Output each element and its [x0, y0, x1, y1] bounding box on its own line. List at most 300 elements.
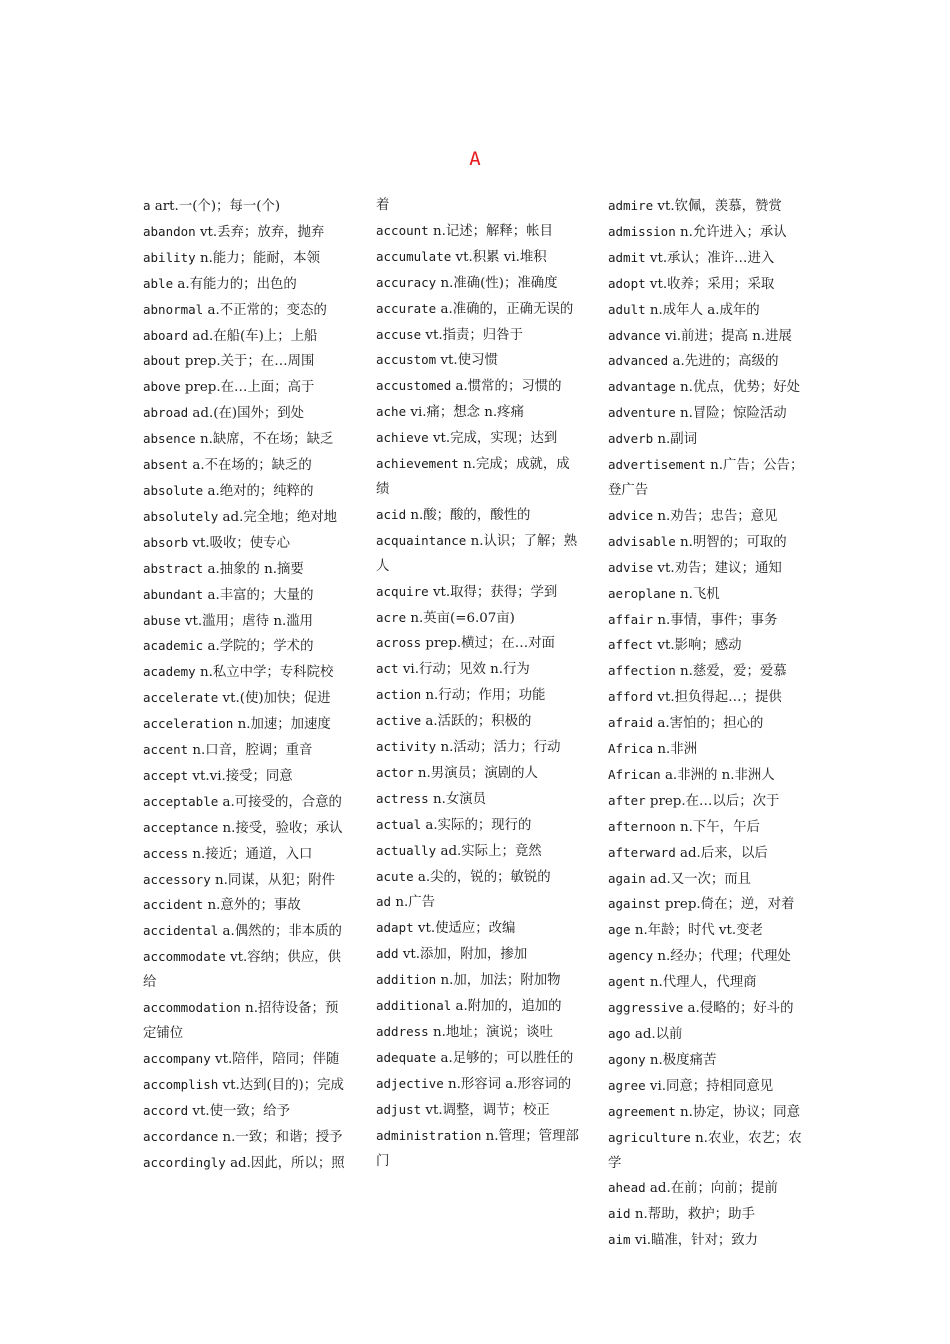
vocab-word: accustomed	[376, 378, 452, 394]
vocab-word: action	[376, 687, 422, 703]
vocab-definition: ad.因此，所以；照	[230, 1155, 345, 1171]
vocab-definition: a.学院的；学术的	[207, 639, 314, 655]
vocab-entry	[143, 738, 348, 764]
vocab-word: affair	[608, 611, 654, 627]
vocab-definition: vt.添加，附加，掺加	[402, 947, 528, 963]
vocab-definition: vt.(使)加快；促进	[222, 691, 331, 707]
vocab-definition: n.认识；了解；熟人	[376, 533, 578, 574]
vocab-word: actual	[376, 816, 422, 832]
vocab-definition: ad.后来，以后	[680, 845, 768, 861]
vocab-entry	[608, 349, 813, 375]
vocab-definition: vt.vi.接受；同意	[192, 768, 293, 784]
vocab-entry	[608, 815, 813, 841]
vocab-definition: prep.关于；在…周围	[184, 354, 315, 370]
vocab-word: abnormal	[143, 301, 204, 317]
vocab-definition: n.同谋，从犯；附件	[215, 872, 336, 888]
vocab-entry	[376, 813, 581, 839]
vocab-word: acceleration	[143, 716, 234, 732]
vocab-entry	[608, 711, 813, 737]
vocab-entry	[608, 453, 813, 504]
vocab-entry	[608, 298, 813, 324]
vocab-definition: n.协定，协议；同意	[680, 1104, 801, 1120]
vocab-definition: ad.(在)国外；到处	[192, 406, 305, 422]
vocab-definition: vt.指责；归咎于	[425, 327, 523, 343]
vocab-entry	[376, 916, 581, 942]
vocab-definition: a.实际的；现行的	[425, 817, 532, 833]
vocab-word: aeroplane	[608, 585, 676, 601]
vocab-entry	[376, 271, 581, 297]
vocab-entry	[376, 529, 581, 580]
vocab-entry	[608, 1074, 813, 1100]
vocab-definition: a.惯常的；习惯的	[455, 379, 562, 395]
vocab-definition: ad.在前；向前；提前	[649, 1181, 778, 1197]
vocab-entry	[143, 272, 348, 298]
vocab-definition: n.慈爱，爱；爱慕	[680, 664, 787, 680]
vocab-word: accurate	[376, 300, 437, 316]
vocab-entry	[608, 892, 813, 918]
vocab-entry	[143, 945, 348, 996]
vocab-entry	[376, 761, 581, 787]
vocab-word: achieve	[376, 430, 429, 446]
vocab-entry	[143, 194, 348, 220]
vocab-definition: a.绝对的；纯粹的	[207, 483, 314, 499]
vocab-word: abundant	[143, 586, 204, 602]
vocab-definition: a.附加的，追加的	[455, 999, 562, 1015]
vocab-word: adopt	[608, 275, 646, 291]
vocab-word: accomplish	[143, 1076, 219, 1092]
vocab-word: agreement	[608, 1103, 676, 1119]
vocab-word: afford	[608, 689, 654, 705]
vocab-definition: vt.完成，实现；达到	[432, 431, 558, 447]
vocab-word: access	[143, 845, 189, 861]
vocab-word: academic	[143, 638, 204, 654]
vocab-entry	[376, 348, 581, 374]
vocab-word: adult	[608, 301, 646, 317]
vocab-definition: vt.担负得起…；提供	[657, 690, 782, 706]
vocab-entry	[608, 1100, 813, 1126]
vocab-word: accept	[143, 767, 189, 783]
vocab-entry	[376, 245, 581, 271]
vocab-word: able	[143, 275, 174, 291]
vocab-entry	[376, 606, 581, 632]
vocab-definition: n.非洲	[657, 742, 698, 758]
vocab-entry	[376, 1072, 581, 1098]
vocab-entry	[608, 220, 813, 246]
vocab-word: abuse	[143, 612, 181, 628]
vocab-definition: n.冒险；惊险活动	[680, 406, 787, 422]
vocab-word: acceptable	[143, 793, 219, 809]
vocab-definition: a.丰富的；大量的	[207, 587, 314, 603]
vocab-word: accident	[143, 897, 204, 913]
vocab-definition: a.有能力的；出色的	[177, 276, 297, 292]
vocab-entry	[376, 426, 581, 452]
vocab-definition: a.不在场的；缺乏的	[192, 458, 312, 474]
vocab-definition: n.明智的；可取的	[680, 534, 787, 550]
vocab-entry	[608, 633, 813, 659]
vocab-entry	[376, 219, 581, 245]
vocab-definition: n.记述；解释；帐目	[432, 223, 553, 239]
page-heading: A	[469, 148, 481, 170]
vocab-definition: n.劝告；忠告；意见	[657, 508, 778, 524]
vocab-entry	[608, 789, 813, 815]
vocab-entry	[143, 505, 348, 531]
vocab-word: accessory	[143, 871, 211, 887]
vocab-definition: a.偶然的；非本质的	[222, 924, 342, 940]
vocab-definition: n.极度痛苦	[649, 1052, 717, 1068]
vocab-word: ad	[376, 894, 392, 910]
vocab-definition: prep.倚在；逆，对着	[664, 897, 795, 913]
vocab-word: administration	[376, 1127, 482, 1143]
vocab-word: accommodation	[143, 1000, 241, 1016]
vocab-word: agent	[608, 974, 646, 990]
vocab-definition: n.加，加法；附加物	[440, 973, 561, 989]
vocab-word: accent	[143, 742, 189, 758]
vocab-definition: n.帮助，救护；助手	[634, 1207, 755, 1223]
vocab-word: accelerate	[143, 690, 219, 706]
vocab-entry	[608, 608, 813, 634]
vocab-entry	[608, 1048, 813, 1074]
vocab-entry	[376, 683, 581, 709]
vocab-entry	[143, 349, 348, 375]
vocab-definition: n.优点，优势；好处	[680, 380, 801, 396]
vocab-entry	[143, 686, 348, 712]
vocab-word: absorb	[143, 534, 189, 550]
vocab-entry	[608, 504, 813, 530]
vocab-definition: n.经办；代理；代理处	[657, 949, 791, 965]
vocab-entry	[143, 609, 348, 635]
vocab-word: actually	[376, 842, 437, 858]
vocab-word: adventure	[608, 405, 676, 421]
vocab-definition: n.飞机	[680, 586, 720, 602]
vocab-entry	[143, 764, 348, 790]
vocab-entry	[143, 816, 348, 842]
vocab-definition: n.接受，验收；承认	[222, 820, 343, 836]
vocab-definition: vt.劝告；建议；通知	[657, 560, 782, 576]
vocab-entry	[143, 893, 348, 919]
vocab-word: agree	[608, 1077, 646, 1093]
vocab-definition: n.活动；活力；行动	[440, 740, 561, 756]
vocab-word: advise	[608, 559, 654, 575]
vocab-word: absent	[143, 457, 189, 473]
vocab-definition: prep.横过；在…对面	[425, 636, 555, 652]
word-column-1	[143, 194, 348, 1176]
vocab-definition: n.成年人 a.成年的	[649, 302, 760, 318]
vocab-entry	[608, 375, 813, 401]
vocab-word: advance	[608, 327, 661, 343]
vocab-word: agency	[608, 948, 654, 964]
vocab-word: acre	[376, 609, 407, 625]
vocab-word: accustom	[376, 352, 437, 368]
vocab-entry	[608, 530, 813, 556]
vocab-entry	[376, 297, 581, 323]
vocab-definition: n.年龄；时代 vt.变老	[634, 923, 763, 939]
vocab-word: affect	[608, 637, 654, 653]
vocab-word: accumulate	[376, 248, 452, 264]
vocab-entry	[376, 194, 581, 219]
vocab-word: aboard	[143, 327, 189, 343]
vocab-word: after	[608, 792, 646, 808]
vocab-word: absence	[143, 431, 196, 447]
vocab-definition: vt.钦佩，羡慕，赞赏	[657, 199, 782, 214]
vocab-entry	[143, 1073, 348, 1099]
vocab-entry	[143, 1151, 348, 1177]
vocab-word: acute	[376, 868, 414, 884]
vocab-definition: n.酸；酸的，酸性的	[410, 507, 531, 523]
vocab-definition: a.准确的，正确无误的	[440, 301, 574, 317]
vocab-entry	[376, 709, 581, 735]
vocab-entry	[143, 996, 348, 1047]
vocab-definition: vt.丢弃；放弃，抛弃	[199, 224, 325, 240]
vocab-definition: vt.容纳；供应，供给	[143, 950, 341, 991]
vocab-word: affection	[608, 663, 676, 679]
vocab-word: adjective	[376, 1075, 444, 1091]
vocab-entry	[143, 868, 348, 894]
vocab-entry	[376, 942, 581, 968]
vocab-entry	[376, 503, 581, 529]
vocab-definition: n.意外的；事故	[207, 898, 301, 914]
vocab-word: across	[376, 635, 422, 651]
vocab-entry	[376, 631, 581, 657]
vocab-entry	[143, 453, 348, 479]
vocab-word: admission	[608, 223, 676, 239]
vocab-word: a	[143, 198, 151, 213]
vocab-entry	[376, 374, 581, 400]
vocab-word: afraid	[608, 715, 654, 731]
vocab-definition: art.一(个)；每一(个)	[154, 199, 281, 214]
vocab-definition: vi.瞄准，针对；致力	[634, 1233, 759, 1249]
vocab-entry	[143, 919, 348, 945]
vocab-entry	[608, 918, 813, 944]
vocab-definition: n.英亩(=6.07亩)	[410, 610, 515, 626]
vocab-definition: vi.行动；见效 n.行为	[402, 662, 530, 678]
vocab-entry	[608, 272, 813, 298]
vocab-entry	[608, 194, 813, 220]
vocab-word: African	[608, 766, 661, 782]
vocab-word: Africa	[608, 741, 654, 757]
vocab-entry	[376, 735, 581, 761]
vocab-word: address	[376, 1024, 429, 1039]
vocab-word: advice	[608, 507, 654, 523]
vocab-word: achievement	[376, 456, 459, 472]
vocab-word: advertisement	[608, 457, 706, 473]
vocab-entry	[143, 1047, 348, 1073]
vocab-definition: ad.完全地；绝对地	[222, 509, 338, 525]
vocab-word: afterward	[608, 844, 676, 860]
vocab-definition: n.管理；管理部门	[376, 1128, 579, 1169]
vocab-entry	[376, 1124, 581, 1175]
vocab-definition: vt.收养；采用；采取	[649, 276, 775, 292]
vocab-word: aim	[608, 1232, 631, 1248]
word-column-3	[608, 194, 813, 1254]
vocab-word: ache	[376, 404, 407, 420]
vocab-definition: a.先进的；高级的	[672, 354, 779, 370]
vocab-entry	[143, 557, 348, 583]
vocab-definition: a.足够的；可以胜任的	[440, 1050, 574, 1066]
vocab-entry	[376, 890, 581, 916]
vocab-entry	[376, 580, 581, 606]
vocab-definition: vt.滥用；虐待 n.滥用	[184, 613, 313, 629]
vocab-entry	[608, 685, 813, 711]
vocab-definition: n.能力；能耐，本领	[199, 250, 320, 266]
vocab-word: acquaintance	[376, 532, 467, 548]
vocab-word: academy	[143, 664, 196, 680]
vocab-entry	[376, 839, 581, 865]
vocab-definition: vt.积累 vi.堆积	[455, 249, 547, 265]
vocab-definition: n.准确(性)；准确度	[440, 275, 558, 291]
vocab-entry	[376, 865, 581, 891]
vocab-entry	[143, 1099, 348, 1125]
vocab-entry	[376, 657, 581, 683]
vocab-entry	[143, 427, 348, 453]
vocab-word: against	[608, 896, 661, 912]
vocab-definition: n.地址；演说；谈吐	[432, 1025, 553, 1040]
vocab-definition: ad.又一次；而且	[649, 871, 752, 887]
vocab-word: acceptance	[143, 819, 219, 835]
vocab-word: accommodate	[143, 949, 226, 965]
vocab-definition: n.男演员；演剧的人	[417, 765, 538, 781]
vocab-word: admire	[608, 198, 654, 213]
vocab-word: add	[376, 946, 399, 962]
vocab-definition: n.女演员	[432, 791, 487, 807]
vocab-word: agony	[608, 1051, 646, 1067]
vocab-word: again	[608, 870, 646, 886]
vocab-definition: ad.在船(车)上；上船	[192, 328, 318, 344]
vocab-definition: n.完成；成就，成绩	[376, 457, 570, 497]
vocab-word: abandon	[143, 223, 196, 239]
vocab-word: actor	[376, 764, 414, 780]
vocab-entry	[143, 712, 348, 738]
vocab-entry	[376, 787, 581, 813]
vocab-word: aid	[608, 1206, 631, 1222]
vocab-definition: n.口音，腔调；重音	[192, 743, 313, 759]
vocab-word: adapt	[376, 920, 414, 936]
vocab-word: adverb	[608, 431, 654, 447]
vocab-definition: a.尖的，锐的；敏锐的	[417, 869, 551, 885]
vocab-entry	[143, 583, 348, 609]
vocab-definition: n.招待设备；预定铺位	[143, 1001, 339, 1041]
vocab-definition: vi.前进；提高 n.进展	[664, 328, 792, 344]
vocab-entry	[143, 401, 348, 427]
vocab-word: about	[143, 353, 181, 369]
vocab-definition: a.害怕的；担心的	[657, 716, 764, 732]
vocab-definition: n.农业，农艺；农学	[608, 1130, 802, 1171]
vocab-definition: n.代理人，代理商	[649, 975, 757, 991]
vocab-entry	[143, 375, 348, 401]
vocab-word: advanced	[608, 353, 669, 369]
vocab-entry	[608, 659, 813, 685]
vocab-entry	[143, 531, 348, 557]
vocab-entry	[376, 1020, 581, 1046]
vocab-entry	[608, 324, 813, 350]
vocab-definition: vt.陪伴，陪同；伴随	[215, 1051, 340, 1067]
vocab-word: additional	[376, 998, 452, 1014]
vocab-definition: 着	[376, 198, 390, 213]
vocab-definition: n.广告	[395, 895, 435, 911]
vocab-entry	[143, 660, 348, 686]
vocab-entry	[376, 1046, 581, 1072]
vocab-entry	[608, 841, 813, 867]
vocab-entry	[608, 944, 813, 970]
vocab-word: acid	[376, 506, 407, 522]
vocab-definition: n.允许进入；承认	[680, 224, 787, 240]
vocab-word: act	[376, 661, 399, 677]
vocab-definition: n.加速；加速度	[237, 717, 331, 733]
vocab-definition: ad.实际上；竟然	[440, 843, 542, 859]
vocab-definition: n.缺席，不在场；缺乏	[199, 432, 334, 448]
vocab-definition: vi.同意；持相同意见	[649, 1078, 774, 1094]
vocab-word: afternoon	[608, 818, 676, 834]
vocab-definition: n.形容词 a.形容词的	[448, 1076, 572, 1092]
vocab-word: activity	[376, 739, 437, 755]
word-column-2	[376, 194, 581, 1174]
vocab-word: agriculture	[608, 1129, 691, 1145]
vocab-word: account	[376, 222, 429, 238]
vocab-definition: a.不正常的；变态的	[207, 302, 327, 318]
vocab-word: actress	[376, 790, 429, 806]
vocab-word: accidental	[143, 923, 219, 939]
vocab-definition: vt.取得；获得；学到	[432, 584, 558, 600]
vocab-definition: vt.达到(目的)；完成	[222, 1077, 344, 1093]
vocab-definition: vt.吸收；使专心	[192, 535, 290, 551]
vocab-definition: n.接近；通道，入口	[192, 846, 313, 862]
vocab-entry	[143, 479, 348, 505]
vocab-word: acquire	[376, 583, 429, 599]
vocab-entry	[376, 994, 581, 1020]
vocab-entry	[608, 1202, 813, 1228]
vocab-word: accord	[143, 1102, 189, 1118]
vocab-word: adjust	[376, 1101, 422, 1117]
vocab-word: active	[376, 713, 422, 729]
vocab-entry	[376, 400, 581, 426]
vocab-definition: n.私立中学；专科院校	[199, 665, 334, 681]
vocab-word: ahead	[608, 1180, 646, 1196]
vocab-definition: vt.调整，调节；校正	[425, 1102, 550, 1118]
vocab-entry	[143, 1125, 348, 1151]
vocab-definition: n.行动；作用；功能	[425, 688, 546, 704]
vocab-entry	[608, 737, 813, 763]
vocab-word: accuse	[376, 326, 422, 342]
vocab-definition: vt.影响；感动	[657, 638, 742, 654]
vocab-word: ability	[143, 249, 196, 265]
vocab-entry	[376, 323, 581, 349]
vocab-word: accompany	[143, 1050, 211, 1066]
vocab-word: accuracy	[376, 274, 437, 290]
vocab-definition: a.抽象的 n.摘要	[207, 561, 304, 577]
vocab-word: absolutely	[143, 508, 219, 524]
vocab-entry	[608, 1176, 813, 1202]
vocab-entry	[376, 1098, 581, 1124]
vocab-word: abroad	[143, 405, 189, 421]
vocab-entry	[608, 1228, 813, 1254]
vocab-definition: n.副词	[657, 432, 698, 448]
vocab-entry	[608, 1022, 813, 1048]
vocab-definition: vi.痛；想念 n.疼痛	[410, 405, 524, 421]
vocab-word: accordingly	[143, 1154, 226, 1170]
vocab-definition: n.事情，事件；事务	[657, 612, 778, 628]
vocab-entry	[608, 970, 813, 996]
vocab-entry	[608, 401, 813, 427]
vocab-entry	[608, 996, 813, 1022]
vocab-entry	[608, 867, 813, 893]
vocab-definition: prep.在…上面；高于	[184, 380, 315, 396]
vocab-definition: vt.承认；准许…进入	[649, 250, 775, 266]
vocab-word: absolute	[143, 482, 204, 498]
vocab-definition: vt.使习惯	[440, 353, 498, 369]
vocab-word: ago	[608, 1026, 631, 1041]
vocab-entry	[143, 220, 348, 246]
vocab-word: accordance	[143, 1128, 219, 1144]
vocab-definition: vt.使一致；给予	[192, 1103, 290, 1119]
